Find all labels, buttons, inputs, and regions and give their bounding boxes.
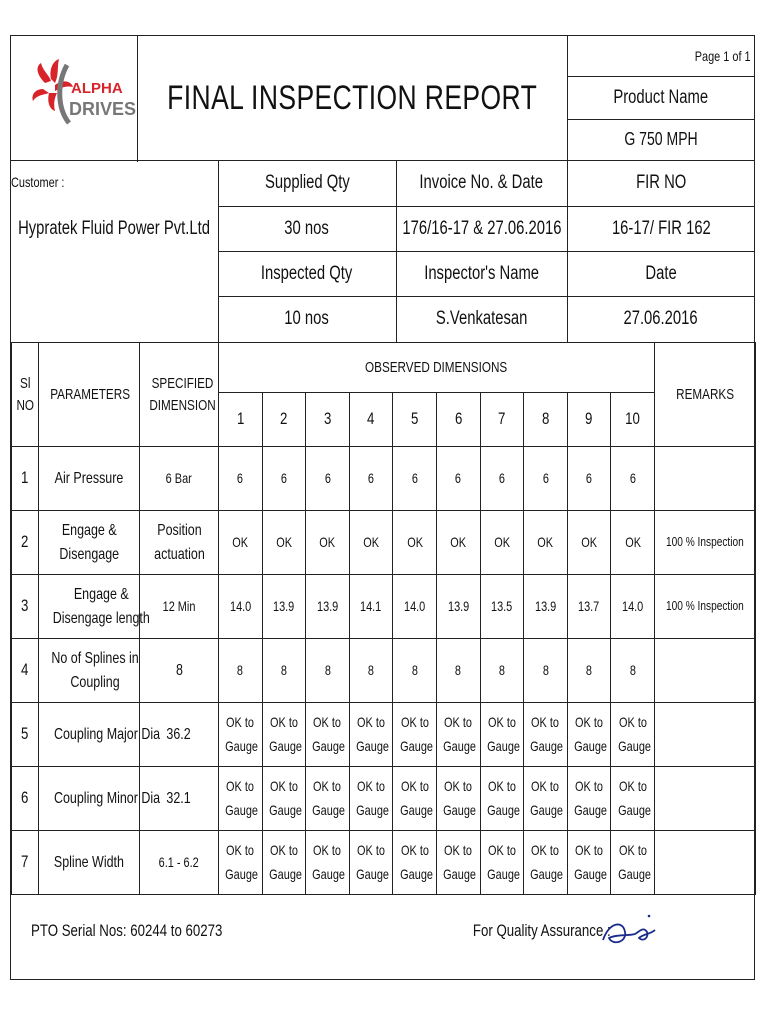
fir-value: 16-17/ FIR 162	[611, 217, 711, 239]
observed-value: 6	[542, 470, 549, 487]
observed-value: 8	[324, 662, 331, 679]
signature-icon	[599, 912, 659, 952]
observed-value: 13.7	[578, 598, 600, 615]
observed-value: OK to Gauge	[574, 777, 608, 818]
row-parameter: Coupling	[70, 673, 120, 691]
observed-value: 8	[280, 662, 287, 679]
row-sl-number: 1	[21, 468, 29, 488]
inspection-report-sheet	[10, 35, 755, 980]
table-row	[12, 703, 756, 767]
observed-value: 13.9	[534, 598, 557, 615]
sample-number: 5	[410, 409, 419, 429]
supplied-qty-value: 30 nos	[284, 217, 330, 239]
observed-value: 8	[411, 662, 418, 679]
observed-value: 8	[542, 662, 549, 679]
observed-value: 8	[368, 662, 375, 679]
observed-value: OK	[232, 534, 249, 551]
observed-value: OK to Gauge	[487, 713, 520, 754]
report-title: FINAL INSPECTION REPORT	[167, 78, 538, 117]
observed-value: 6	[411, 470, 418, 487]
observed-value: 8	[498, 662, 505, 679]
observed-value: 6	[324, 470, 331, 487]
observed-value: OK to Gauge	[443, 841, 477, 882]
inspected-qty-label: Inspected Qty	[261, 262, 353, 284]
col-sl-label-1: Sl	[19, 374, 31, 392]
observed-value: OK to Gauge	[399, 713, 433, 754]
customer-name: Hypratek Fluid Power Pvt.Ltd	[18, 218, 211, 239]
observed-value: 13.9	[273, 598, 295, 615]
invoice-value: 176/16-17 & 27.06.2016	[401, 217, 562, 239]
inspection-table	[11, 342, 755, 898]
row-parameter: Coupling Minor Dia	[53, 789, 161, 807]
table-row	[12, 639, 756, 703]
row-parameter: Air Pressure	[54, 469, 124, 487]
observed-value: OK	[363, 534, 379, 551]
col-spec-label-1: SPECIFIED	[151, 374, 214, 392]
alpha-drives-logo-icon	[27, 53, 137, 143]
row-parameter: Spline Width	[53, 853, 125, 871]
observed-value: OK to Gauge	[225, 777, 259, 818]
observed-value: OK to Gauge	[617, 841, 651, 882]
observed-value: OK to Gauge	[269, 713, 302, 754]
observed-value: OK	[624, 534, 641, 551]
observed-value: OK	[537, 534, 554, 551]
observed-value: 6	[585, 470, 593, 487]
observed-value: OK	[450, 534, 467, 551]
sample-number: 2	[280, 409, 288, 429]
observed-value: 6	[629, 470, 636, 487]
observed-value: OK to Gauge	[312, 713, 346, 754]
observed-value: OK to Gauge	[487, 841, 520, 882]
observed-value: OK to Gauge	[356, 713, 390, 754]
observed-value: 14.1	[360, 598, 382, 615]
observed-value: OK to Gauge	[617, 777, 651, 818]
observed-value: OK to Gauge	[574, 713, 608, 754]
inspector-label: Inspector's Name	[424, 262, 539, 284]
inspector-value: S.Venkatesan	[435, 308, 528, 329]
row-sl-number: 3	[21, 596, 29, 616]
row-parameter: Engage &	[73, 586, 129, 604]
observed-value: OK to Gauge	[530, 777, 564, 818]
sample-number: 7	[498, 409, 506, 429]
observed-value: OK to Gauge	[356, 841, 390, 882]
row-sl-number: 4	[21, 660, 29, 680]
observed-value: OK to Gauge	[443, 777, 477, 818]
observed-value: OK	[275, 534, 292, 551]
sample-number: 4	[367, 409, 375, 429]
row-remarks: 100 % Inspection	[666, 534, 744, 550]
row-sl-number: 7	[21, 852, 29, 872]
table-row	[12, 575, 756, 639]
observed-value: OK to Gauge	[443, 713, 477, 754]
col-parameters-header: PARAMETERS	[50, 385, 131, 403]
sample-number: 8	[541, 409, 550, 429]
customer-label: Customer :	[11, 174, 65, 190]
sample-number: 9	[585, 409, 593, 429]
product-name-label: Product Name	[613, 86, 709, 108]
page-number: Page 1 of 1	[695, 48, 751, 64]
fir-label: FIR NO	[635, 172, 687, 193]
row-parameter: Disengage length	[52, 609, 150, 627]
row-specified-dimension: actuation	[153, 545, 205, 563]
row-parameter: Disengage	[59, 545, 119, 563]
col-remarks-header: REMARKS	[676, 385, 735, 403]
table-row	[12, 831, 756, 895]
observed-value: 8	[629, 662, 636, 679]
table-row	[12, 511, 756, 575]
row-specified-dimension: 32.1	[166, 789, 192, 807]
quality-assurance-label: For Quality Assurance :	[473, 921, 611, 940]
row-specified-dimension: Position	[156, 522, 202, 540]
observed-value: OK	[319, 534, 336, 551]
date-value: 27.06.2016	[623, 308, 699, 329]
row-sl-number: 2	[21, 532, 29, 552]
table-row	[12, 447, 756, 511]
observed-value: OK to Gauge	[574, 841, 608, 882]
observed-value: OK to Gauge	[530, 713, 564, 754]
row-sl-number: 5	[21, 724, 29, 744]
observed-value: 13.9	[316, 598, 339, 615]
svg-text:DRIVES: DRIVES	[69, 99, 137, 119]
observed-value: 13.5	[491, 598, 513, 615]
sample-number: 1	[236, 409, 244, 429]
col-spec-label-2: DIMENSION	[149, 396, 216, 414]
product-name-value: G 750 MPH	[624, 129, 698, 149]
observed-value: OK to Gauge	[269, 841, 302, 882]
inspected-qty-value: 10 nos	[284, 308, 330, 329]
observed-value: 8	[585, 662, 593, 679]
row-specified-dimension: 36.2	[166, 725, 192, 743]
observed-value: OK to Gauge	[399, 841, 433, 882]
observed-value: OK to Gauge	[617, 713, 651, 754]
row-specified-dimension: 6.1 - 6.2	[158, 854, 200, 871]
row-specified-dimension: 8	[175, 661, 183, 679]
observed-value: OK to Gauge	[487, 777, 520, 818]
observed-value: OK to Gauge	[530, 841, 564, 882]
row-specified-dimension: 12 Min	[162, 598, 196, 615]
pto-serial-numbers: PTO Serial Nos: 60244 to 60273	[31, 921, 223, 940]
row-sl-number: 6	[21, 788, 29, 808]
observed-value: OK	[581, 534, 597, 551]
observed-value: OK to Gauge	[312, 777, 346, 818]
observed-value: 14.0	[622, 598, 644, 615]
row-parameter: Engage &	[61, 522, 117, 540]
observed-value: 14.0	[229, 598, 251, 615]
company-logo	[21, 50, 137, 146]
observed-value: OK to Gauge	[399, 777, 433, 818]
sample-number: 10	[625, 409, 641, 429]
observed-value: OK	[406, 534, 423, 551]
observed-value: 6	[280, 470, 287, 487]
row-remarks: 100 % Inspection	[666, 598, 744, 614]
svg-text:ALPHA: ALPHA	[71, 80, 123, 97]
col-observed-header: OBSERVED DIMENSIONS	[365, 358, 508, 376]
row-specified-dimension: 6 Bar	[165, 470, 193, 487]
observed-value: 8	[455, 662, 462, 679]
observed-value: OK	[493, 534, 510, 551]
observed-value: 6	[368, 470, 375, 487]
col-sl-label-2: NO	[16, 396, 34, 414]
observed-value: 6	[455, 470, 462, 487]
row-parameter: Coupling Major Dia	[53, 725, 161, 743]
observed-value: 13.9	[447, 598, 469, 615]
observed-value: OK to Gauge	[269, 777, 302, 818]
observed-value: 14.0	[404, 598, 426, 615]
invoice-label: Invoice No. & Date	[419, 172, 544, 193]
observed-value: OK to Gauge	[225, 841, 259, 882]
observed-value: 8	[237, 662, 244, 679]
observed-value: OK to Gauge	[312, 841, 346, 882]
observed-value: 6	[237, 470, 244, 487]
row-parameter: No of Splines in	[51, 650, 139, 668]
observed-value: OK to Gauge	[356, 777, 390, 818]
sample-number: 3	[323, 409, 332, 429]
table-row	[12, 767, 756, 831]
sample-number: 6	[454, 409, 462, 429]
date-label: Date	[645, 262, 677, 284]
observed-value: 6	[498, 470, 505, 487]
supplied-qty-label: Supplied Qty	[264, 172, 350, 193]
observed-value: OK to Gauge	[225, 713, 259, 754]
